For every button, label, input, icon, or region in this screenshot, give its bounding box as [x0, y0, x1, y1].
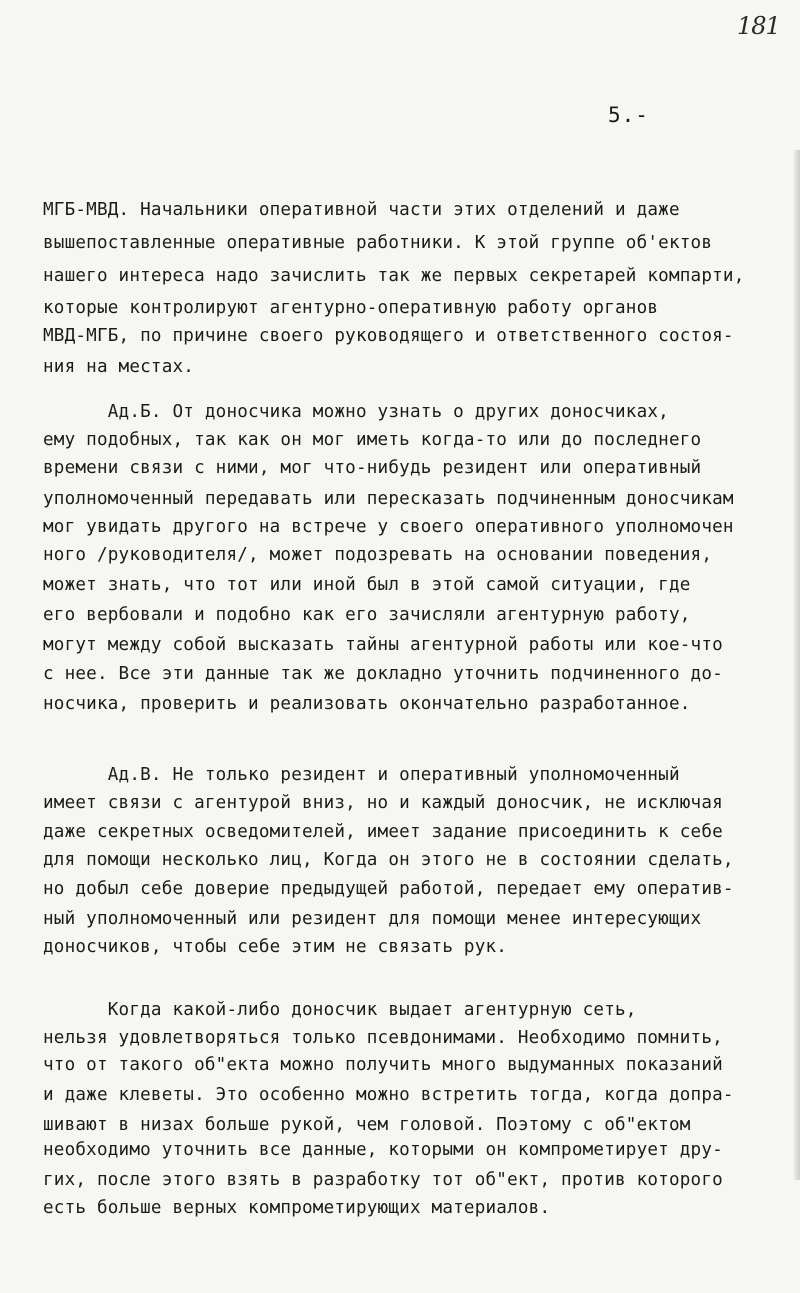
text-line: ему подобных, так как он мог иметь когда-то или до последнего — [43, 430, 702, 450]
text-line: даже секретных осведомителей, имеет задание присоединить к себе — [43, 822, 723, 842]
text-line: его вербовали и подобно как его зачисляли агентурную работу, — [43, 605, 691, 625]
text-line: уполномоченный передавать или пересказать подчиненным доносчикам — [43, 489, 734, 509]
text-line: имеет связи с агентурой вниз, но и каждый доносчик, не исключая — [43, 793, 723, 813]
text-line: МГБ-МВД. Начальники оперативной части этих отделений и даже — [43, 200, 680, 220]
page-edge-shadow — [794, 150, 800, 1180]
text-line: есть больше верных компрометирующих материалов. — [43, 1198, 551, 1218]
text-line: может знать, что тот или иной был в этой самой ситуации, где — [43, 575, 691, 595]
text-line: ния на местах. — [43, 357, 195, 377]
text-line: шивают в низах больше рукой, чем головой. Поэтому с об"ектом — [43, 1115, 691, 1135]
text-line: Ад.В. Не только резидент и оперативный уполномоченный — [43, 765, 680, 785]
text-line: с нее. Все эти данные так же докладно уточнить подчиненного до- — [43, 664, 723, 684]
text-line: доносчиков, чтобы себе этим не связать рук. — [43, 937, 508, 957]
text-line: ного /руководителя/, может подозревать на основании поведения, — [43, 545, 713, 565]
text-line: Ад.Б. От доносчика можно узнать о других доносчиках, — [43, 402, 669, 422]
page-number: 5.- — [608, 103, 649, 127]
text-line: необходимо уточнить все данные, которыми он компрометирует дру- — [43, 1140, 723, 1160]
text-line: но добыл себе доверие предыдущей работой, передает ему оператив- — [43, 879, 734, 899]
text-line: которые контролируют агентурно-оперативную работу органов — [43, 298, 659, 318]
text-line: что от такого об"екта можно получить много выдуманных показаний — [43, 1055, 723, 1075]
text-line: для помощи несколько лиц, Когда он этого не в состоянии сделать, — [43, 850, 734, 870]
text-line: гих, после этого взять в разработку тот об"ект, против которого — [43, 1170, 723, 1190]
archive-page-number: 181 — [737, 12, 780, 40]
text-line: Когда какой-либо доносчик выдает агентурную сеть, — [43, 1000, 637, 1020]
text-line: и даже клеветы. Это особенно можно встретить тогда, когда допра- — [43, 1085, 734, 1105]
text-line: МВД-МГБ, по причине своего руководящего и ответственного состоя- — [43, 326, 734, 346]
text-line: вышепоставленные оперативные работники. К этой группе об'ектов — [43, 233, 713, 253]
text-line: нельзя удовлетворяться только псевдонимами. Необходимо помнить, — [43, 1028, 723, 1048]
text-line: мог увидать другого на встрече у своего оперативного уполномочен — [43, 517, 734, 537]
text-line: носчика, проверить и реализовать окончательно разработанное. — [43, 694, 691, 714]
text-line: нашего интереса надо зачислить так же первых секретарей компарти, — [43, 266, 745, 286]
text-line: могут между собой высказать тайны агентурной работы или кое-что — [43, 635, 723, 655]
text-line: ный уполномоченный или резидент для помощи менее интересующих — [43, 909, 702, 929]
text-line: времени связи с ними, мог что-нибудь резидент или оперативный — [43, 458, 702, 478]
